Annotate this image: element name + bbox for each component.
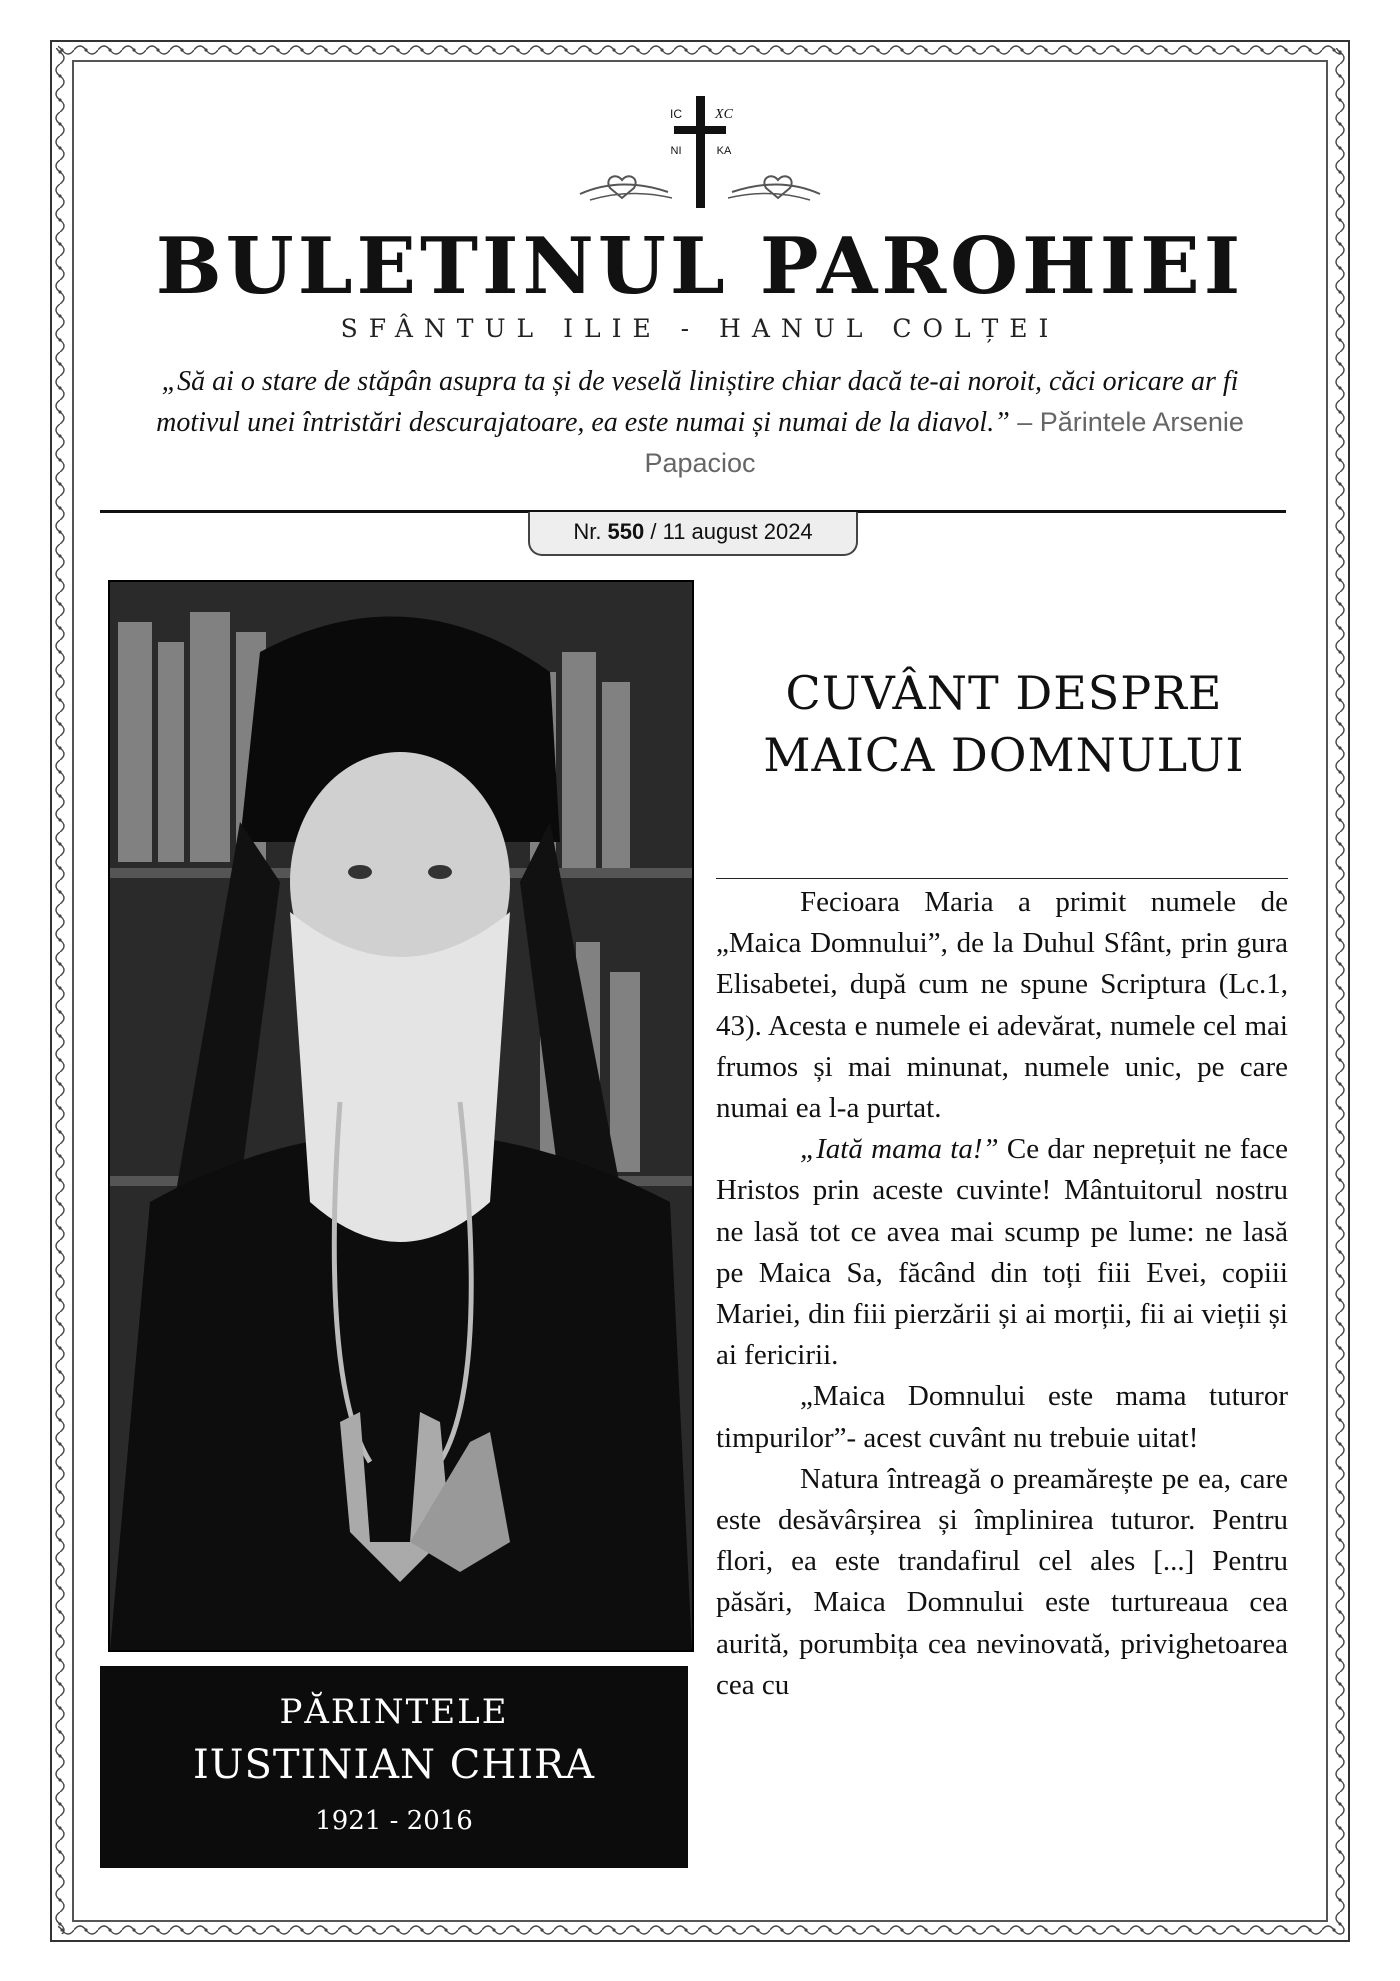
article-paragraph-4: Natura întreagă o preamărește pe ea, care este desăvârșirea și împlinirea tuturor. Pentru flori, ea este trandafirul cel ales [...] Pentru păsări, Maica Domnului este turtureaua cea aurită, porumbița cea nevinovată, privighetoarea cea cu: [716, 1462, 1288, 1701]
article-title-line2: MAICA DOMNULUI: [763, 728, 1245, 782]
article-paragraph-2: [716, 1129, 1288, 1376]
article-title-line1: CUVÂNT DESPRE: [785, 666, 1223, 720]
article-p2-italic: „Iată mama ta!”: [800, 1133, 999, 1166]
issue-prefix: Nr.: [573, 519, 608, 544]
masthead-title: BULETINUL PAROHIEI: [155, 221, 1245, 312]
cross-label-bl: NI: [670, 145, 682, 157]
article-paragraph-3: „Maica Domnului este mama tuturor timpurilor”- acest cuvânt nu trebuie uitat!: [716, 1380, 1288, 1454]
orthodox-cross-icon: [560, 92, 840, 217]
header-quote: [140, 362, 1260, 484]
caption-years: 1921 - 2016: [315, 1806, 473, 1836]
portrait-photo: [108, 580, 694, 1652]
article-p2-rest: Ce dar neprețuit ne face Hristos prin aceste cuvinte! Mântuitorul nostru ne lasă tot ce avea mai scump pe lume: ne lasă pe Maica Sa, făcând din toți fiii Evei, copiii Mariei, din fiii pierzării și ai morții, fii ai vieții și ai fericirii.: [716, 1133, 1288, 1372]
issue-badge: [528, 512, 858, 556]
portrait-photo-icon: [110, 582, 692, 1650]
photo-caption: [100, 1666, 688, 1868]
article-body: [716, 882, 1288, 1872]
article-divider: [716, 878, 1288, 879]
quote-text: „Să ai o stare de stăpân asupra ta și de veselă liniștire chiar dacă te-ai noroit, căci oricare ar fi motivul unei întristări descurajatoare, ea este numai și numai de la diavol.”: [156, 366, 1239, 438]
quote-author: – Părintele Arsenie Papacioc: [644, 407, 1244, 478]
article-title: [714, 662, 1294, 786]
cross-emblem: [560, 92, 840, 217]
article-paragraph-1: Fecioara Maria a primit numele de „Maica Domnului”, de la Duhul Sfânt, prin gura Elisabetei, după cum ne spune Scriptura (Lc.1, 43). Acesta e numele ei adevărat, numele cel mai frumos și mai minunat, numele unic, pe care numai ea l-a purtat.: [716, 886, 1288, 1125]
cross-label-br: KA: [716, 145, 732, 157]
issue-number: 550: [607, 519, 645, 544]
caption-name: IUSTINIAN CHIRA: [192, 1742, 596, 1788]
issue-date: / 11 august 2024: [644, 519, 813, 544]
cross-label-tr: XC: [715, 107, 733, 122]
masthead-subtitle: SFÂNTUL ILIE - HANUL COLȚEI: [340, 314, 1060, 343]
cross-label-tl: IC: [670, 107, 682, 121]
caption-title: PĂRINTELE: [279, 1692, 509, 1732]
